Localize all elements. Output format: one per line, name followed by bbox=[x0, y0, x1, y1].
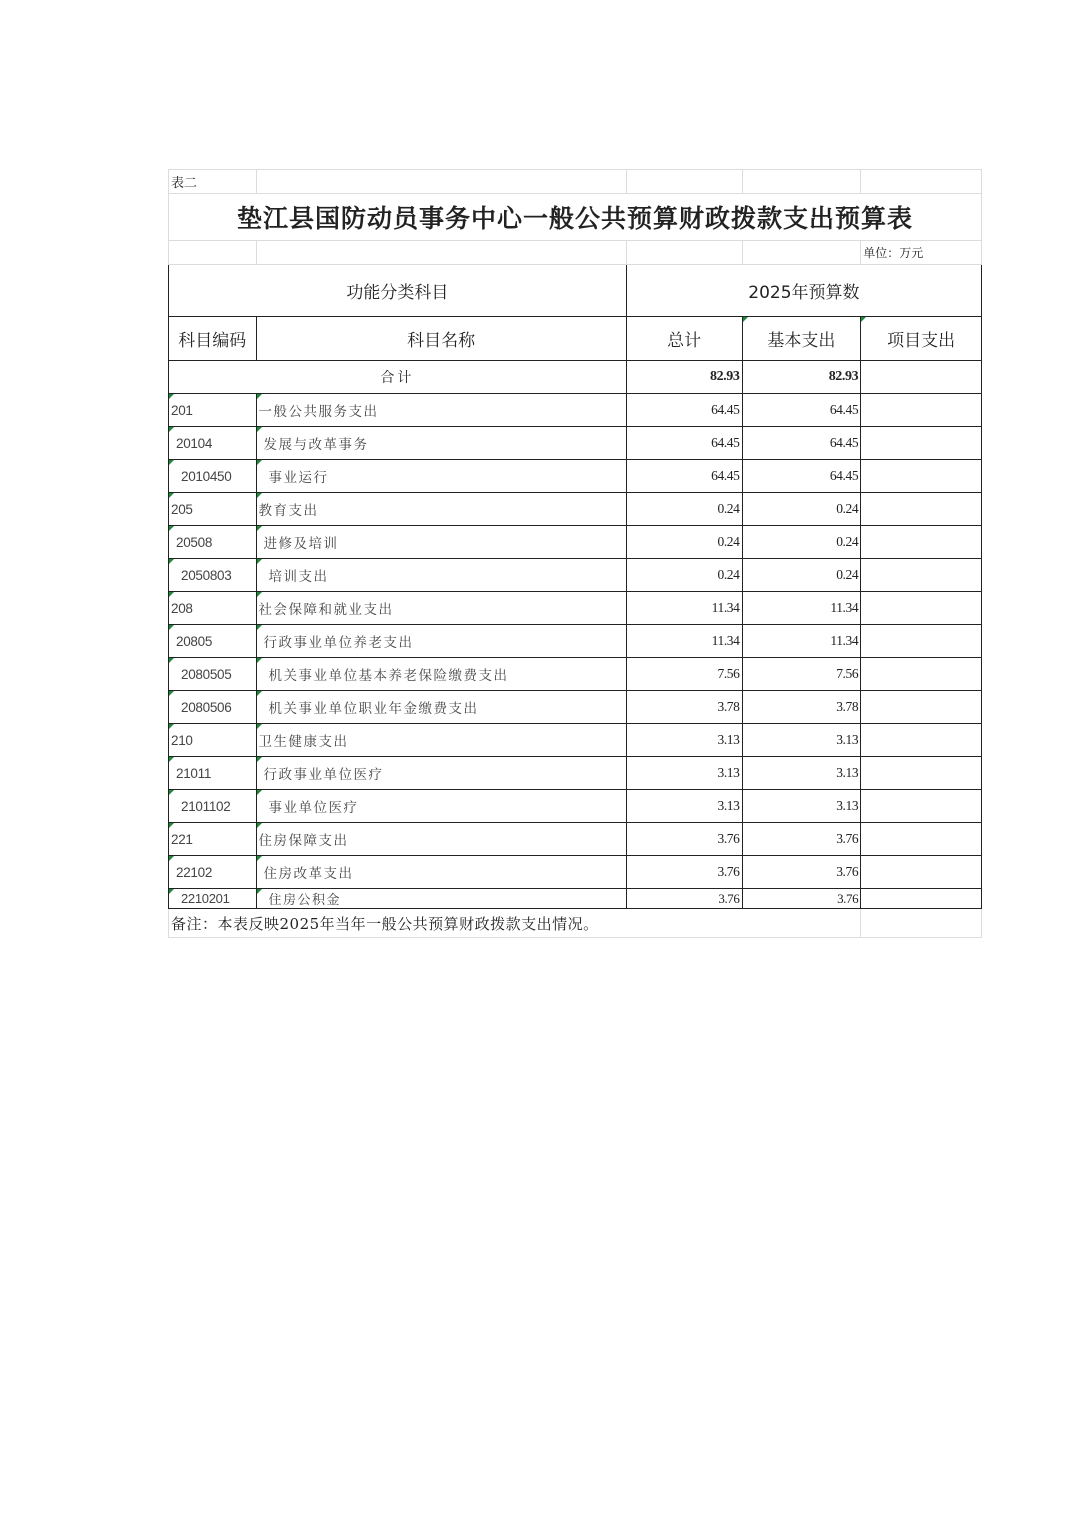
basic-cell: 64.45 bbox=[742, 394, 861, 427]
project-cell bbox=[861, 427, 982, 460]
basic-cell: 3.13 bbox=[742, 724, 861, 757]
subject-name-cell: 培训支出 bbox=[256, 559, 626, 592]
subject-code-cell: 2080506 bbox=[169, 691, 257, 724]
subject-name-cell: 机关事业单位职业年金缴费支出 bbox=[256, 691, 626, 724]
project-cell bbox=[861, 856, 982, 889]
project-cell bbox=[861, 757, 982, 790]
table-row bbox=[169, 559, 982, 592]
table-row bbox=[169, 427, 982, 460]
subject-code-cell: 22102 bbox=[169, 856, 257, 889]
subject-name-cell: 住房保障支出 bbox=[256, 823, 626, 856]
subject-code-cell: 21011 bbox=[169, 757, 257, 790]
subject-code-cell: 20104 bbox=[169, 427, 257, 460]
basic-cell: 0.24 bbox=[742, 526, 861, 559]
basic-cell: 3.13 bbox=[742, 757, 861, 790]
sheet-label: 表二 bbox=[169, 170, 257, 194]
subject-code-cell: 205 bbox=[169, 493, 257, 526]
total-cell: 3.76 bbox=[626, 856, 742, 889]
total-cell: 3.76 bbox=[626, 823, 742, 856]
table-row bbox=[169, 889, 982, 909]
header-name: 科目名称 bbox=[256, 317, 626, 361]
basic-cell: 3.76 bbox=[742, 889, 861, 909]
budget-table bbox=[168, 169, 982, 938]
total-cell: 64.45 bbox=[626, 427, 742, 460]
project-cell bbox=[861, 625, 982, 658]
unit-row bbox=[169, 241, 982, 265]
table-row bbox=[169, 493, 982, 526]
subject-code-cell: 201 bbox=[169, 394, 257, 427]
subject-code-cell: 208 bbox=[169, 592, 257, 625]
subject-name-cell: 住房改革支出 bbox=[256, 856, 626, 889]
project-cell bbox=[861, 823, 982, 856]
budget-sheet bbox=[168, 169, 982, 938]
unit-label: 单位：万元 bbox=[861, 241, 982, 265]
project-cell bbox=[861, 493, 982, 526]
subject-name-cell: 一般公共服务支出 bbox=[256, 394, 626, 427]
total-cell: 3.13 bbox=[626, 757, 742, 790]
project-cell bbox=[861, 790, 982, 823]
total-label: 合计 bbox=[169, 361, 627, 394]
total-cell: 64.45 bbox=[626, 460, 742, 493]
basic-cell: 3.76 bbox=[742, 856, 861, 889]
project-cell bbox=[861, 889, 982, 909]
header-code: 科目编码 bbox=[169, 317, 257, 361]
total-cell: 11.34 bbox=[626, 625, 742, 658]
table-row bbox=[169, 757, 982, 790]
basic-cell: 3.13 bbox=[742, 790, 861, 823]
total-cell: 7.56 bbox=[626, 658, 742, 691]
subject-name-cell: 行政事业单位养老支出 bbox=[256, 625, 626, 658]
project-cell bbox=[861, 394, 982, 427]
table-row bbox=[169, 394, 982, 427]
table-row bbox=[169, 460, 982, 493]
footnote: 备注：本表反映2025年当年一般公共预算财政拨款支出情况。 bbox=[169, 909, 861, 938]
header-function-classification: 功能分类科目 bbox=[169, 265, 627, 317]
table-row bbox=[169, 592, 982, 625]
subject-code-cell: 2101102 bbox=[169, 790, 257, 823]
header-basic: 基本支出 bbox=[742, 317, 861, 361]
subject-name-cell: 进修及培训 bbox=[256, 526, 626, 559]
table-row bbox=[169, 724, 982, 757]
note-row bbox=[169, 909, 982, 938]
subject-code-cell: 210 bbox=[169, 724, 257, 757]
header-group-row bbox=[169, 265, 982, 317]
basic-cell: 7.56 bbox=[742, 658, 861, 691]
project-cell bbox=[861, 691, 982, 724]
total-row bbox=[169, 361, 982, 394]
basic-cell: 0.24 bbox=[742, 559, 861, 592]
total-cell: 11.34 bbox=[626, 592, 742, 625]
basic-cell: 3.78 bbox=[742, 691, 861, 724]
total-cell: 3.76 bbox=[626, 889, 742, 909]
project-cell bbox=[861, 658, 982, 691]
page-title: 垫江县国防动员事务中心一般公共预算财政拨款支出预算表 bbox=[169, 194, 982, 241]
total-cell: 0.24 bbox=[626, 493, 742, 526]
sheet-label-row bbox=[169, 170, 982, 194]
total-total: 82.93 bbox=[626, 361, 742, 394]
project-cell bbox=[861, 460, 982, 493]
subject-name-cell: 教育支出 bbox=[256, 493, 626, 526]
header-budget-year: 2025年预算数 bbox=[626, 265, 981, 317]
table-row bbox=[169, 790, 982, 823]
subject-name-cell: 机关事业单位基本养老保险缴费支出 bbox=[256, 658, 626, 691]
total-cell: 3.78 bbox=[626, 691, 742, 724]
subject-code-cell: 221 bbox=[169, 823, 257, 856]
total-cell: 3.13 bbox=[626, 790, 742, 823]
table-row bbox=[169, 526, 982, 559]
basic-cell: 0.24 bbox=[742, 493, 861, 526]
project-cell bbox=[861, 526, 982, 559]
table-row bbox=[169, 625, 982, 658]
title-row bbox=[169, 194, 982, 241]
subject-name-cell: 社会保障和就业支出 bbox=[256, 592, 626, 625]
basic-cell: 11.34 bbox=[742, 592, 861, 625]
project-cell bbox=[861, 724, 982, 757]
total-cell: 0.24 bbox=[626, 526, 742, 559]
table-row bbox=[169, 658, 982, 691]
subject-code-cell: 20508 bbox=[169, 526, 257, 559]
subject-name-cell: 卫生健康支出 bbox=[256, 724, 626, 757]
subject-name-cell: 事业运行 bbox=[256, 460, 626, 493]
subject-name-cell: 事业单位医疗 bbox=[256, 790, 626, 823]
basic-cell: 11.34 bbox=[742, 625, 861, 658]
subject-code-cell: 20805 bbox=[169, 625, 257, 658]
project-cell bbox=[861, 592, 982, 625]
project-cell bbox=[861, 559, 982, 592]
header-total: 总计 bbox=[626, 317, 742, 361]
basic-cell: 3.76 bbox=[742, 823, 861, 856]
subject-name-cell: 行政事业单位医疗 bbox=[256, 757, 626, 790]
total-project bbox=[861, 361, 982, 394]
total-cell: 3.13 bbox=[626, 724, 742, 757]
total-basic: 82.93 bbox=[742, 361, 861, 394]
subject-name-cell: 住房公积金 bbox=[256, 889, 626, 909]
table-row bbox=[169, 823, 982, 856]
subject-code-cell: 2210201 bbox=[169, 889, 257, 909]
table-row bbox=[169, 691, 982, 724]
header-column-row bbox=[169, 317, 982, 361]
subject-name-cell: 发展与改革事务 bbox=[256, 427, 626, 460]
basic-cell: 64.45 bbox=[742, 427, 861, 460]
total-cell: 64.45 bbox=[626, 394, 742, 427]
table-row bbox=[169, 856, 982, 889]
header-project: 项目支出 bbox=[861, 317, 982, 361]
subject-code-cell: 2010450 bbox=[169, 460, 257, 493]
basic-cell: 64.45 bbox=[742, 460, 861, 493]
total-cell: 0.24 bbox=[626, 559, 742, 592]
subject-code-cell: 2080505 bbox=[169, 658, 257, 691]
subject-code-cell: 2050803 bbox=[169, 559, 257, 592]
